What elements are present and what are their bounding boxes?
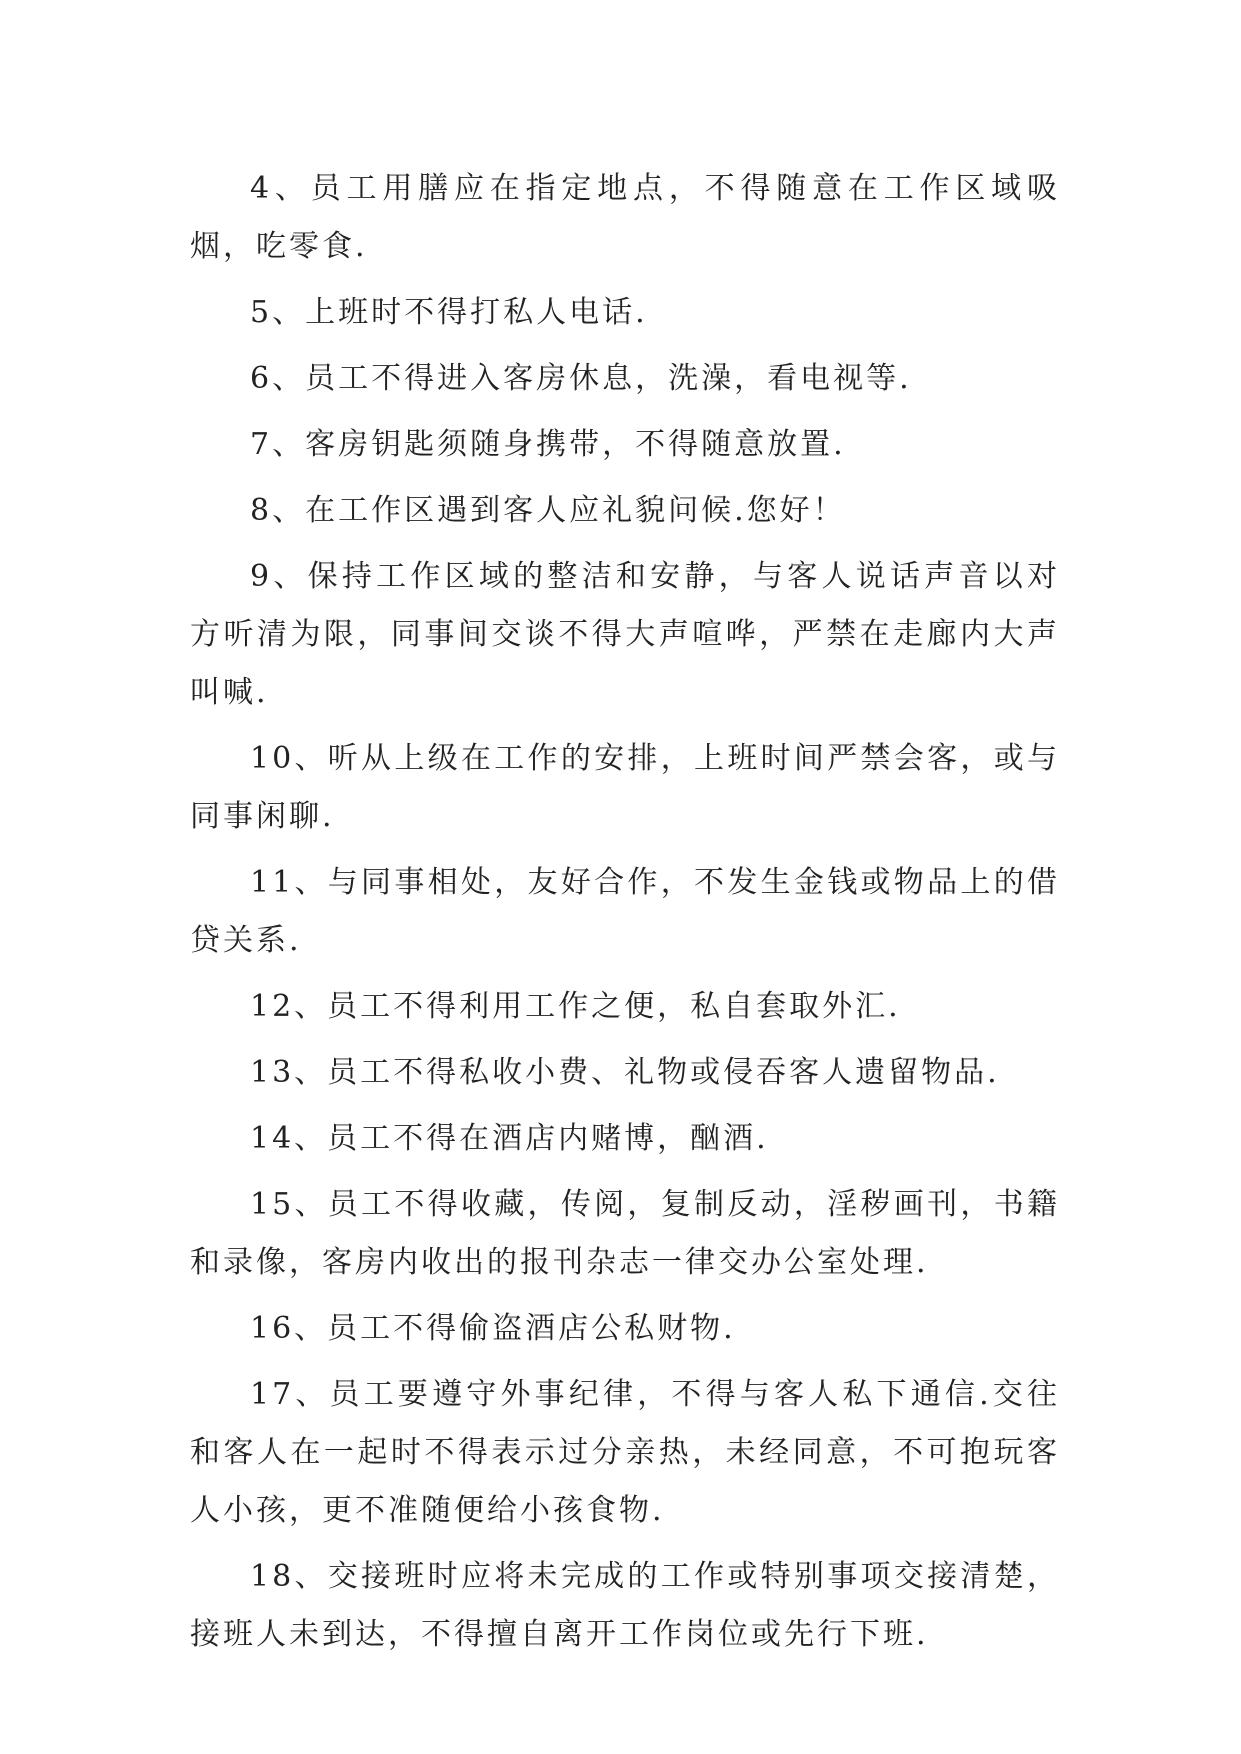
rule-paragraph-13: 13、员工不得私收小费、礼物或侵吞客人遗留物品. xyxy=(250,1055,1000,1090)
rule-paragraph-15: 15、员工不得收藏，传阅，复制反动，淫秽画刊，书籍和录像，客房内收出的报刊杂志一律交办公室处理. xyxy=(190,1187,1060,1280)
rule-paragraph-11: 11、与同事相处，友好合作，不发生金钱或物品上的借贷关系. xyxy=(190,865,1060,958)
rule-paragraph-10: 10、听从上级在工作的安排，上班时间严禁会客，或与同事闲聊. xyxy=(190,741,1060,834)
rule-paragraph-6: 6、员工不得进入客房休息，洗澡，看电视等. xyxy=(250,361,912,396)
rule-paragraph-14: 14、员工不得在酒店内赌博，酗酒. xyxy=(250,1121,769,1156)
rule-paragraph-17: 17、员工要遵守外事纪律，不得与客人私下通信.交往和客人在一起时不得表示过分亲热，未经同意，不可抱玩客人小孩，更不准随便给小孩食物. xyxy=(190,1377,1060,1528)
document-body xyxy=(190,160,1060,1672)
rule-paragraph-7: 7、客房钥匙须随身携带，不得随意放置. xyxy=(250,427,846,462)
rule-paragraph-4: 4、员工用膳应在指定地点，不得随意在工作区域吸烟，吃零食. xyxy=(190,171,1060,264)
rule-paragraph-5: 5、上班时不得打私人电话. xyxy=(250,295,648,330)
rule-paragraph-9: 9、保持工作区域的整洁和安静，与客人说话声音以对方听清为限，同事间交谈不得大声喧哗，严禁在走廊内大声叫喊. xyxy=(190,559,1060,710)
rule-paragraph-12: 12、员工不得利用工作之便，私自套取外汇. xyxy=(250,989,901,1024)
rule-paragraph-16: 16、员工不得偷盗酒店公私财物. xyxy=(250,1311,736,1346)
rule-paragraph-8: 8、在工作区遇到客人应礼貌问候.您好！ xyxy=(250,493,846,528)
rule-paragraph-18: 18、交接班时应将未完成的工作或特别事项交接清楚，接班人未到达，不得擅自离开工作岗位或先行下班. xyxy=(190,1559,1060,1652)
